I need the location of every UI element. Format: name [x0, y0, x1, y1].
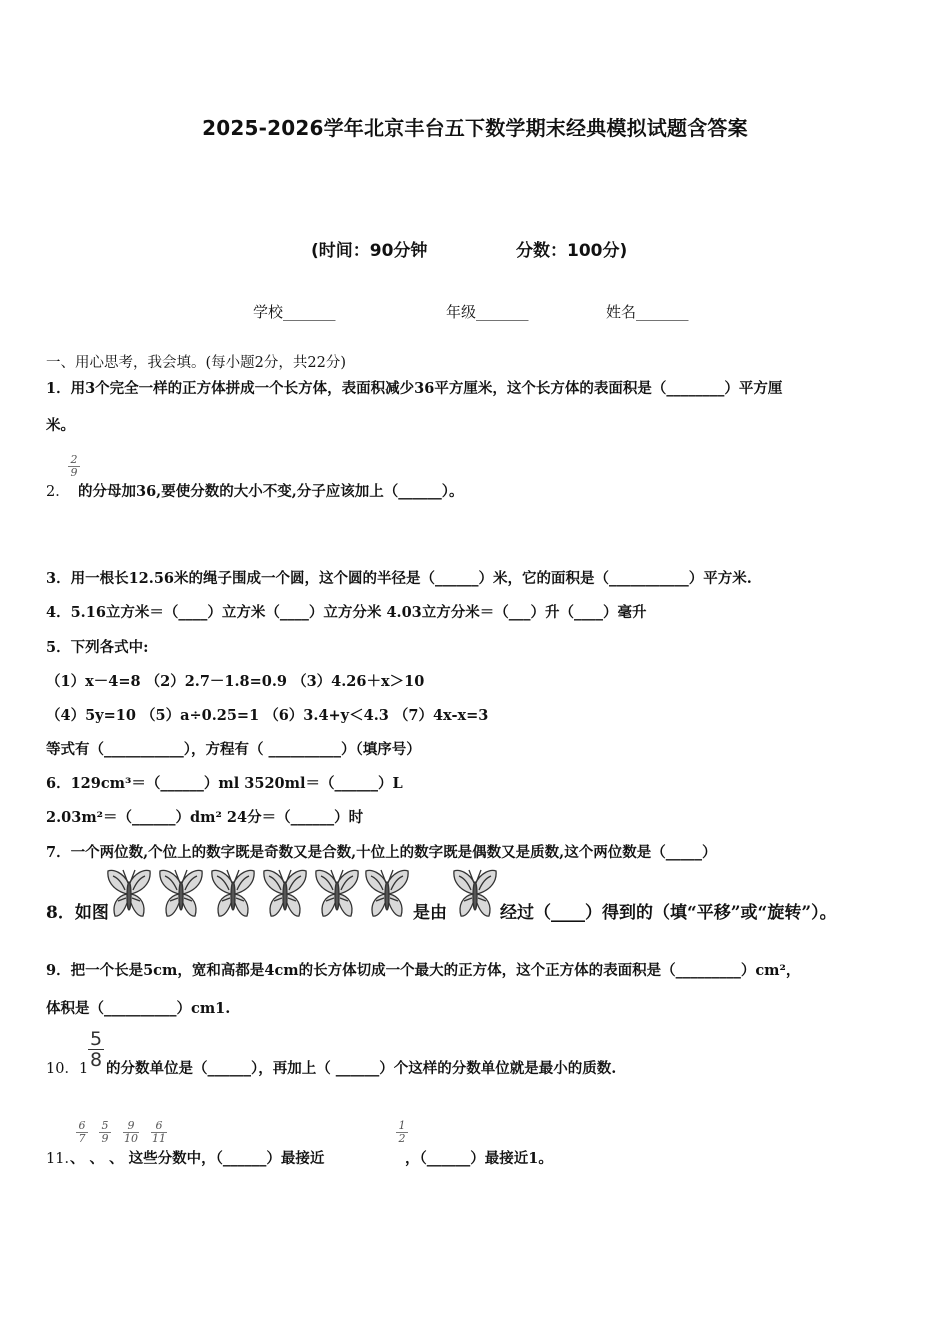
question-8-prefix: 8．如图	[46, 903, 109, 923]
question-11-half-fraction	[396, 1121, 408, 1144]
fraction-numerator: 9	[127, 1119, 135, 1132]
question-2-number: 2．	[46, 484, 70, 500]
exam-time: (时间：90分钟	[311, 241, 428, 261]
question-9-line-1: 9．把一个长是5cm，宽和高都是4cm的长方体切成一个最大的正方体，这个正方体的表面积是（_________）cm²，	[46, 962, 801, 979]
question-11-number: 11．	[46, 1151, 79, 1167]
question-3: 3．用一根长12.56米的绳子围成一个圆，这个圆的半径是（______）米，它的面积是（___________）平方米.	[46, 570, 752, 587]
butterfly-icon	[314, 868, 360, 920]
butterfly-icon	[106, 868, 152, 920]
fraction-denominator: 9	[101, 1132, 109, 1145]
question-11-fraction-2	[99, 1121, 111, 1144]
butterfly-icon	[262, 868, 308, 920]
question-7: 7．一个两位数,个位上的数字既是奇数又是合数,十位上的数字既是偶数又是质数,这个两位数是（_____）	[46, 844, 717, 861]
fraction-numerator: 2	[70, 453, 78, 466]
fraction-denominator: 9	[70, 466, 78, 479]
question-11-fraction-3	[123, 1121, 139, 1144]
question-5-row-1: （1）x－4=8 （2）2.7－1.8=0.9 （3）4.26＋x＞10	[46, 673, 425, 690]
question-5-row-3: 等式有（___________），方程有（ __________）（填序号）	[46, 741, 421, 758]
question-4: 4．5.16立方米＝（____）立方米（____）立方分米 4.03立方分米＝（___）升（____）毫升	[46, 604, 647, 621]
question-2-fraction	[68, 455, 80, 478]
question-6-row-2: 2.03m²＝（______）dm² 24分＝（______）时	[46, 809, 364, 826]
question-10-number: 10．1	[46, 1061, 89, 1077]
butterfly-icon	[364, 868, 410, 920]
question-8-suffix: 经过（____）得到的（填“平移”或“旋转”）。	[500, 903, 837, 923]
fraction-numerator: 5	[101, 1119, 109, 1132]
exam-score: 分数：100分)	[516, 241, 628, 261]
butterfly-icon	[210, 868, 256, 920]
question-10-text: 的分数单位是（______），再加上（ ______）个这样的分数单位就是最小的质数.	[106, 1060, 617, 1077]
fraction-denominator: 8	[89, 1049, 103, 1071]
question-5-head: 5．下列各式中:	[46, 639, 149, 656]
fraction-denominator: 2	[398, 1132, 406, 1145]
school-field: 学校_______	[253, 303, 336, 321]
fraction-numerator: 6	[78, 1119, 86, 1132]
fraction-numerator: 6	[155, 1119, 163, 1132]
question-10-fraction	[88, 1030, 104, 1069]
page-title: 2025-2026学年北京丰台五下数学期末经典模拟试题含答案	[202, 116, 748, 140]
question-6-row-1: 6．129cm³＝（______）ml 3520ml＝（______）L	[46, 775, 403, 792]
butterfly-icon	[158, 868, 204, 920]
question-11-fraction-1	[76, 1121, 88, 1144]
fraction-numerator: 5	[89, 1028, 103, 1050]
name-field: 姓名_______	[606, 303, 689, 321]
section-heading: 一、用心思考，我会填。(每小题2分，共22分)	[46, 355, 346, 371]
fraction-numerator: 1	[398, 1119, 406, 1132]
fraction-denominator: 10	[124, 1132, 138, 1145]
question-11-fraction-4	[151, 1121, 167, 1144]
question-9-line-2: 体积是（__________）cm1.	[46, 1000, 231, 1017]
question-11-text-2: ，（______）最接近1。	[405, 1150, 553, 1167]
fraction-denominator: 11	[152, 1132, 166, 1145]
question-5-row-2: （4）5y=10 （5）a÷0.25=1 （6）3.4+y＜4.3 （7）4x-x=3	[46, 707, 489, 724]
question-1-line-2: 米。	[46, 417, 75, 434]
question-2-text: 的分母加36,要使分数的大小不变,分子应该加上（______）。	[78, 483, 464, 500]
question-11-text: 、 、 、 这些分数中，（______）最接近	[70, 1150, 325, 1167]
grade-field: 年级_______	[446, 303, 529, 321]
question-1-line-1: 1．用3个完全一样的正方体拼成一个长方体，表面积减少36平方厘米，这个长方体的表面积是（________）平方厘	[46, 380, 783, 397]
question-8-middle: 是由	[413, 903, 447, 923]
butterfly-icon	[452, 868, 498, 920]
fraction-denominator: 7	[78, 1132, 86, 1145]
